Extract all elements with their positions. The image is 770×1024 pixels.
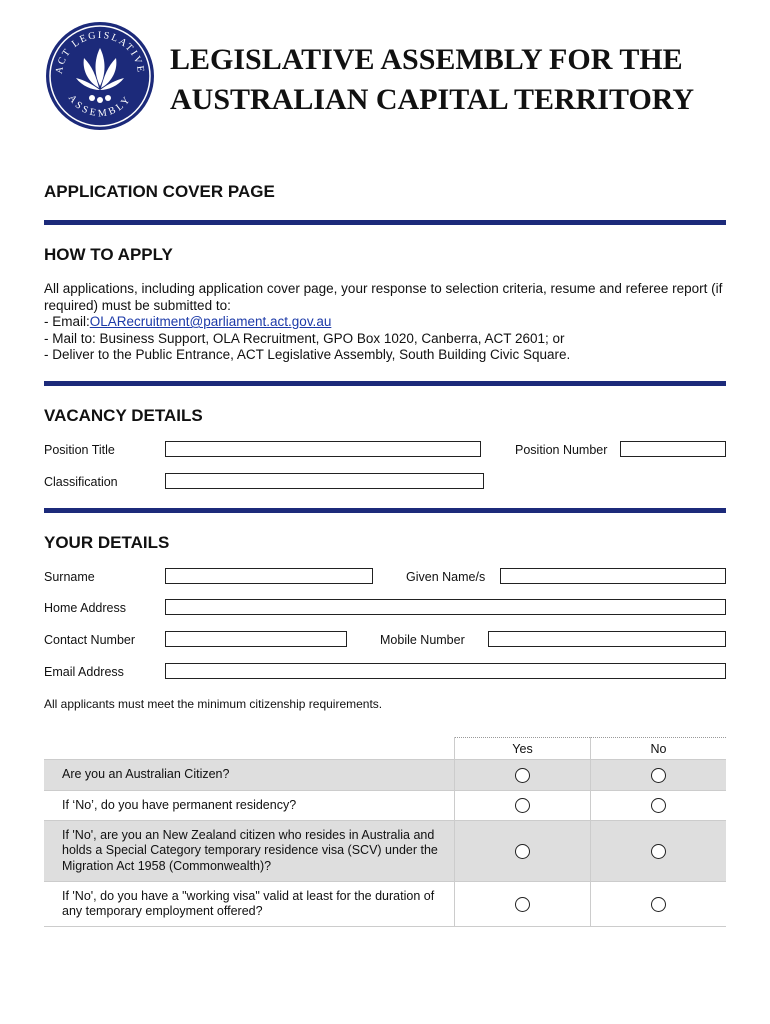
nz-scv-yes-radio[interactable] xyxy=(515,844,530,859)
contact-number-label: Contact Number xyxy=(44,633,136,647)
instructions-line-2: required) must be submitted to: xyxy=(44,297,231,313)
citizenship-note: All applicants must meet the minimum citizenship requirements. xyxy=(44,697,383,711)
mobile-number-label: Mobile Number xyxy=(380,633,465,647)
surname-field[interactable] xyxy=(165,568,373,584)
vacancy-details-heading: VACANCY DETAILS xyxy=(44,406,203,425)
your-details-heading: YOUR DETAILS xyxy=(44,533,170,552)
citizen-yes-radio[interactable] xyxy=(515,768,530,783)
section-divider xyxy=(44,508,726,513)
header-blank-cell xyxy=(44,738,455,760)
recruitment-email-link[interactable]: OLARecruitment@parliament.act.gov.au xyxy=(89,314,332,329)
page-title xyxy=(170,40,750,120)
table-row xyxy=(44,791,726,821)
email-address-label: Email Address xyxy=(44,665,124,679)
email-line xyxy=(44,314,734,331)
question-nz-citizen-scv: If 'No', are you an New Zealand citizen who resides in Australia and holds a Special Category temporary residence visa (SCV) under the Migration Act 1958 (Commonwealth)? xyxy=(44,821,455,882)
position-title-label: Position Title xyxy=(44,443,115,457)
how-to-apply-text xyxy=(44,281,734,364)
surname-label: Surname xyxy=(44,570,95,584)
question-australian-citizen: Are you an Australian Citizen? xyxy=(44,760,455,791)
working-visa-no-radio[interactable] xyxy=(651,897,666,912)
table-row xyxy=(44,882,726,927)
email-prefix: - Email: xyxy=(44,314,90,329)
nz-scv-no-radio[interactable] xyxy=(651,844,666,859)
classification-label: Classification xyxy=(44,475,118,489)
section-divider xyxy=(44,220,726,225)
question-working-visa: If 'No', do you have a "working visa" valid at least for the duration of any temporary employment offered? xyxy=(44,882,455,927)
cover-page-heading: APPLICATION COVER PAGE xyxy=(44,182,275,201)
working-visa-yes-radio[interactable] xyxy=(515,897,530,912)
position-number-label: Position Number xyxy=(515,443,608,457)
title-line-2: AUSTRALIAN CAPITAL TERRITORY xyxy=(170,83,695,116)
table-row xyxy=(44,760,726,791)
position-title-field[interactable] xyxy=(165,441,481,457)
contact-number-field[interactable] xyxy=(165,631,347,647)
question-permanent-residency: If ‘No’, do you have permanent residency? xyxy=(44,791,455,821)
instructions-line-1: All applications, including application cover page, your response to selection criteria, resume and referee report (if xyxy=(44,281,723,296)
mobile-number-field[interactable] xyxy=(488,631,726,647)
home-address-label: Home Address xyxy=(44,601,126,615)
classification-field[interactable] xyxy=(165,473,484,489)
residency-yes-radio[interactable] xyxy=(515,798,530,813)
given-names-field[interactable] xyxy=(500,568,726,584)
given-names-label: Given Name/s xyxy=(406,570,486,584)
table-header-row xyxy=(44,738,726,760)
svg-text:ACT LEGISLATIVE: ACT LEGISLATIVE xyxy=(53,29,147,75)
section-divider xyxy=(44,381,726,386)
how-to-apply-heading: HOW TO APPLY xyxy=(44,245,173,264)
home-address-field[interactable] xyxy=(165,599,726,615)
mail-line: - Mail to: Business Support, OLA Recruitment, GPO Box 1020, Canberra, ACT 2601; or xyxy=(44,330,565,346)
residency-no-radio[interactable] xyxy=(651,798,666,813)
citizen-no-radio[interactable] xyxy=(651,768,666,783)
deliver-line: - Deliver to the Public Entrance, ACT Legislative Assembly, South Building Civic Square. xyxy=(44,347,571,362)
yes-column-header: Yes xyxy=(455,738,591,760)
title-line-1: LEGISLATIVE ASSEMBLY FOR THE xyxy=(170,43,683,76)
act-assembly-seal-logo xyxy=(44,20,156,132)
svg-text:ASSEMBLY: ASSEMBLY xyxy=(65,92,135,120)
email-address-field[interactable] xyxy=(165,663,726,679)
position-number-field[interactable] xyxy=(620,441,726,457)
citizenship-table xyxy=(44,737,726,927)
table-row xyxy=(44,821,726,882)
no-column-header: No xyxy=(591,738,727,760)
